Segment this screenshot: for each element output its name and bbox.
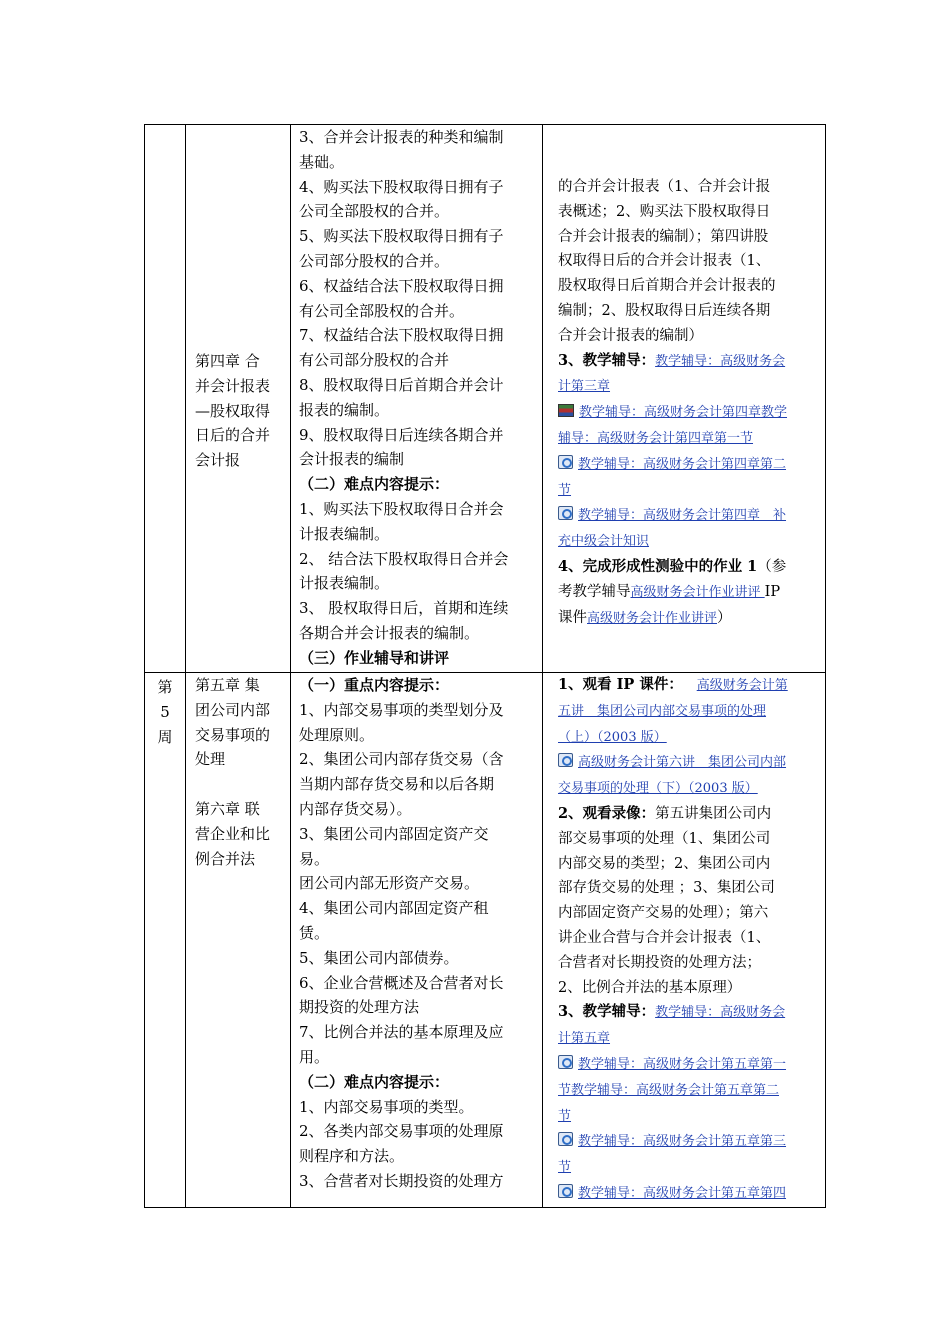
chapter-line: 营企业和比 [195, 824, 271, 843]
topic-cell [291, 125, 543, 673]
topic-line: 1、内部交易事项的类型。 [299, 1097, 474, 1116]
chapter-line: 并会计报表 [195, 376, 271, 395]
topic-line: 团公司内部无形资产交易。 [299, 874, 480, 893]
topic-line: 7、比例合并法的基本原理及应 [299, 1023, 504, 1042]
resource-text: 第五讲集团公司内 [655, 805, 772, 822]
topic-line: 5、集团公司内部债券。 [299, 948, 459, 967]
topic-heading: （三）作业辅导和讲评 [299, 648, 450, 667]
topic-line: 2、各类内部交易事项的处理原 [299, 1122, 504, 1141]
video-label: 2、观看录像： [558, 804, 656, 822]
web-page-icon [558, 1132, 573, 1146]
tutor-link[interactable]: 计第三章 [558, 379, 611, 395]
tutor-link[interactable]: 节 [558, 1160, 572, 1176]
topic-line: 计报表编制。 [299, 574, 390, 593]
topic-line: 用。 [299, 1047, 330, 1066]
resource-text: 编制；2、股权取得日后连续各期 [558, 302, 771, 319]
topic-line: 公司部分股权的合并。 [299, 251, 450, 270]
homework-label: 4、完成形成性测验中的作业 1 [558, 557, 758, 575]
course-schedule-table [144, 124, 826, 1208]
chapter-cell [186, 673, 291, 1208]
homework-text: 考教学辅导 [558, 583, 631, 600]
resource-text: 权取得日后的合并会计报表（1、 [558, 253, 771, 270]
week-cell [145, 125, 186, 673]
week-cell [145, 673, 186, 1208]
tutor-link[interactable]: 教学辅导：高级财务会计第四章 补 [578, 508, 787, 524]
topic-heading: （二）难点内容提示： [299, 475, 450, 494]
resources-cell [543, 125, 826, 673]
media-file-icon [558, 404, 574, 417]
topic-line: 报表的编制。 [299, 400, 390, 419]
topic-line: 9、股权取得日后连续各期合并 [299, 425, 504, 444]
resource-text: 的合并会计报表（1、合并会计报 [558, 179, 771, 195]
homework-text: IP [764, 583, 781, 600]
resource-text: 合并会计报表的编制）；第四讲股 [558, 228, 769, 245]
resource-text: 部交易事项的处理（1、集团公司 [558, 830, 771, 847]
topic-line: 1、内部交易事项的类型划分及 [299, 700, 504, 719]
tutor-link[interactable]: 教学辅导：高级财务会 [655, 353, 786, 369]
homework-text: （参 [757, 558, 787, 575]
chapter-line: 交易事项的 [195, 725, 271, 744]
resource-text: 表概述；2、购买法下股权取得日 [558, 203, 771, 220]
tutor-link[interactable]: 教学辅导：高级财务会 [655, 1005, 786, 1021]
topic-line: 有公司全部股权的合并。 [299, 301, 465, 320]
ip-course-link[interactable]: 高级财务会计第六讲 集团公司内部 [578, 755, 787, 771]
topic-list [291, 673, 542, 1194]
media-player-icon [558, 753, 573, 767]
resource-text: 股权取得日后首期合并会计报表的 [558, 278, 776, 295]
chapter-line: 日后的合并 [195, 426, 271, 445]
topic-line: 2、 结合法下股权取得日合并会 [299, 549, 509, 568]
resource-text: 内部固定资产交易的处理）；第六 [558, 905, 769, 922]
resource-text: 2、比例合并法的基本原理） [558, 979, 742, 996]
resource-text: 内部交易的类型；2、集团公司内 [558, 855, 771, 872]
resource-text: 讲企业合营与合并会计报表（1、 [558, 929, 771, 946]
chapter-line: 例合并法 [195, 849, 256, 868]
topic-line: 各期合并会计报表的编制。 [299, 623, 480, 642]
chapter-line: 处理 [195, 750, 226, 769]
topic-line: 处理原则。 [299, 725, 375, 744]
resource-text: 部存货交易的处理 ；3、集团公司 [558, 880, 775, 897]
topic-line: 8、股权取得日后首期合并会计 [299, 375, 504, 394]
ip-label: 1、观看 IP 课件： [558, 676, 683, 693]
tutor-label: 3、教学辅导： [558, 1003, 656, 1021]
homework-text: ） [717, 609, 732, 626]
tutor-link[interactable]: 辅导：高级财务会计第四章第一节 [558, 430, 754, 446]
topic-heading: （二）难点内容提示： [299, 1072, 450, 1091]
week-label: 5 [160, 702, 170, 721]
ip-course-link[interactable]: （上）（2003 版） [558, 729, 667, 745]
topic-line: 会计报表的编制 [299, 450, 405, 469]
topic-line: 内部存货交易）。 [299, 799, 412, 818]
topic-line: 3、 股权取得日后，首期和连续 [299, 599, 509, 618]
topic-line: 2、集团公司内部存货交易（含 [299, 750, 504, 769]
week-label: 周 [157, 727, 173, 746]
chapter-line: 团公司内部 [195, 700, 271, 719]
topic-line: 6、企业合营概述及合营者对长 [299, 973, 504, 992]
chapter-line: 第四章 合 [195, 352, 260, 370]
topic-cell [291, 673, 543, 1208]
topic-heading: （一）重点内容提示： [299, 676, 450, 694]
tutor-link[interactable]: 充中级会计知识 [558, 534, 650, 550]
homework-link[interactable]: 高级财务会计作业讲评 [630, 584, 765, 600]
topic-list [291, 125, 542, 671]
topic-line: 赁。 [299, 923, 330, 942]
chapter-line: 第五章 集 [195, 676, 260, 694]
homework-text: 课件 [558, 609, 587, 626]
ip-course-link[interactable]: 高级财务会计第 [696, 678, 788, 693]
topic-line: 6、权益结合法下股权取得日拥 [299, 276, 504, 295]
table-row [145, 673, 826, 1208]
resource-text: 合并会计报表的编制） [558, 327, 703, 344]
resources-cell [543, 673, 826, 1208]
topic-line: 公司全部股权的合并。 [299, 202, 450, 221]
topic-line: 则程序和方法。 [299, 1147, 405, 1166]
web-page-icon [558, 1184, 573, 1198]
resource-text: 合营者对长期投资的处理方法； [558, 954, 761, 971]
ip-course-link[interactable]: 交易事项的处理（下）（2003 版） [558, 781, 758, 797]
topic-line: 基础。 [299, 152, 345, 171]
web-page-icon [558, 1055, 573, 1069]
topic-line: 期投资的处理方法 [299, 998, 420, 1017]
chapter-cell [186, 125, 291, 673]
tutor-link[interactable]: 节 [558, 1108, 572, 1124]
tutor-link[interactable]: 计第五章 [558, 1031, 611, 1047]
web-page-icon [558, 506, 573, 520]
topic-line: 5、购买法下股权取得日拥有子 [299, 227, 504, 246]
topic-line: 易。 [299, 849, 330, 868]
topic-line: 当期内部存货交易和以后各期 [299, 775, 495, 794]
tutor-link[interactable]: 节教学辅导：高级财务会计第五章第二 [558, 1082, 780, 1098]
topic-line: 3、集团公司内部固定资产交 [299, 824, 489, 843]
tutor-link[interactable]: 教学辅导：高级财务会计第五章第一 [578, 1056, 787, 1072]
tutor-label: 3、教学辅导： [558, 351, 656, 369]
tutor-link[interactable]: 教学辅导：高级财务会计第五章第四 [578, 1185, 787, 1201]
tutor-link[interactable]: 教学辅导：高级财务会计第五章第三 [578, 1134, 787, 1150]
topic-line: 4、购买法下股权取得日拥有子 [299, 177, 504, 196]
tutor-link[interactable]: 教学辅导：高级财务会计第四章第二 [578, 456, 787, 472]
topic-line: 计报表编制。 [299, 524, 390, 543]
topic-line: 1、购买法下股权取得日合并会 [299, 499, 504, 518]
ip-course-link[interactable]: 五讲 集团公司内部交易事项的处理 [558, 703, 767, 719]
topic-line: 7、权益结合法下股权取得日拥 [299, 326, 504, 345]
topic-line: 3、合并会计报表的种类和编制 [299, 128, 504, 146]
web-page-icon [558, 455, 573, 469]
week-label: 第 [157, 678, 173, 696]
homework-link[interactable]: 高级财务会计作业讲评 [587, 610, 718, 626]
chapter-line: 第六章 联 [195, 799, 260, 818]
topic-line: 4、集团公司内部固定资产租 [299, 899, 489, 918]
chapter-line: —股权取得 [195, 401, 271, 420]
chapter-line: 会计报 [195, 451, 241, 470]
topic-line: 有公司部分股权的合并 [299, 351, 450, 370]
tutor-link[interactable]: 节 [558, 482, 572, 498]
table-row [145, 125, 826, 673]
tutor-link[interactable]: 教学辅导：高级财务会计第四章教学 [579, 405, 788, 421]
topic-line: 3、合营者对长期投资的处理方 [299, 1171, 504, 1190]
